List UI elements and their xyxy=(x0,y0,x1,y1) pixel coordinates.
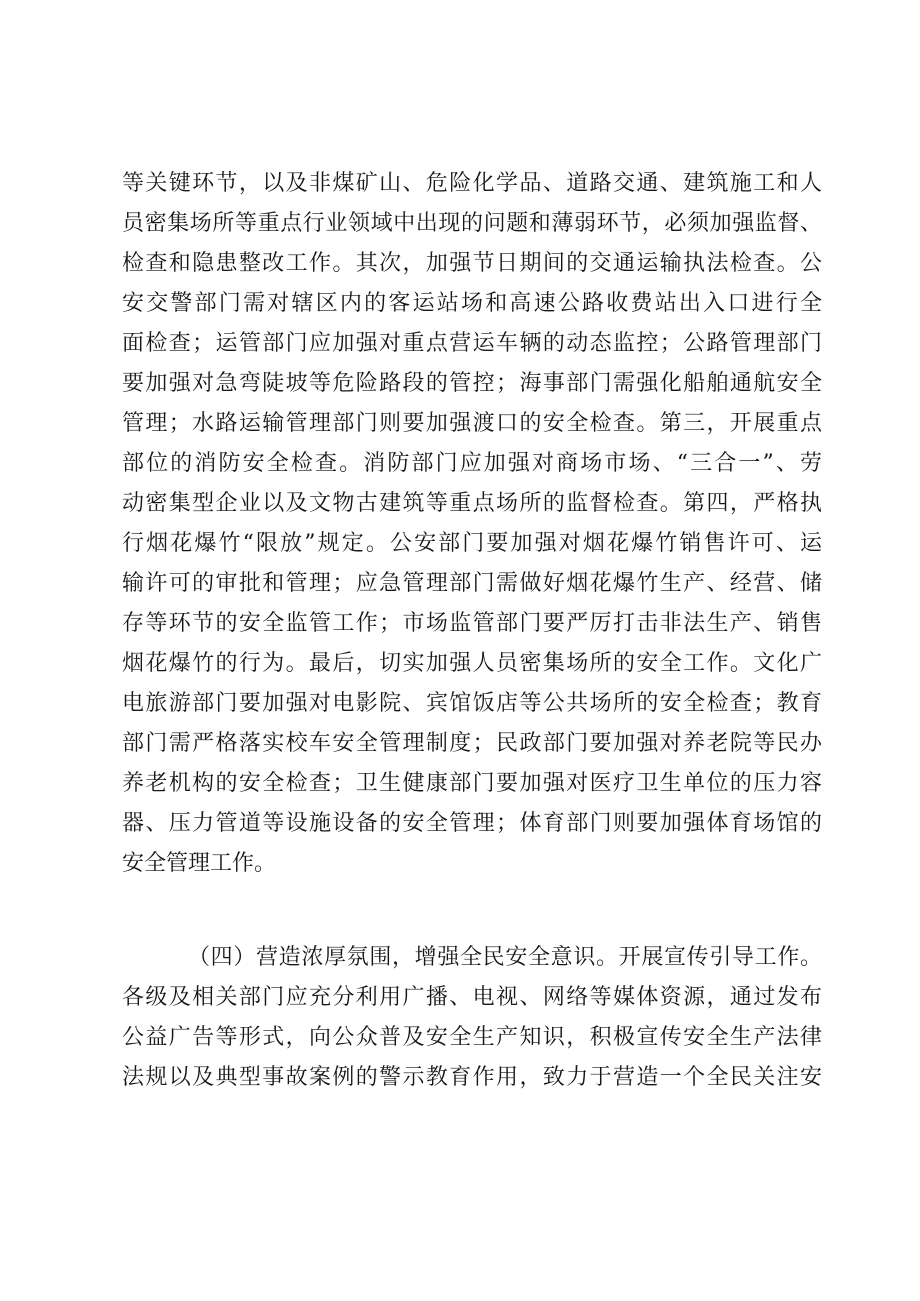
text-line: 安全管理工作。 xyxy=(122,851,277,876)
text-line: 各级及相关部门应充分利用广播、电视、网络等媒体资源，通过发布 xyxy=(122,985,822,1010)
section-heading-line: （四）营造浓厚氛围，增强全民安全意识。开展宣传引导工作。 xyxy=(188,945,822,970)
text-line: 法规以及典型事故案例的警示教育作用，致力于营造一个全民关注安 xyxy=(122,1065,822,1090)
text-line: 器、压力管道等设施设备的安全管理；体育部门则要加强体育场馆的 xyxy=(122,811,822,836)
text-line: 烟花爆竹的行为。最后，切实加强人员密集场所的安全工作。文化广 xyxy=(122,651,822,676)
text-line: 输许可的审批和管理；应急管理部门需做好烟花爆竹生产、经营、储 xyxy=(122,571,822,596)
text-line: 部门需严格落实校车安全管理制度；民政部门要加强对养老院等民办 xyxy=(122,731,822,756)
text-line: 存等环节的安全监管工作；市场监管部门要严厉打击非法生产、销售 xyxy=(122,611,822,636)
text-line: 部位的消防安全检查。消防部门应加强对商场市场、“三合一”、劳 xyxy=(122,451,822,476)
paragraph-section-four xyxy=(122,938,822,1098)
text-line: 员密集场所等重点行业领域中出现的问题和薄弱环节，必须加强监督、 xyxy=(122,211,822,236)
text-line: 面检查；运管部门应加强对重点营运车辆的动态监控；公路管理部门 xyxy=(122,331,822,356)
text-line: 公益广告等形式，向公众普及安全生产知识，积极宣传安全生产法律 xyxy=(122,1025,822,1050)
text-line: 安交警部门需对辖区内的客运站场和高速公路收费站出入口进行全 xyxy=(122,291,822,316)
text-line: 养老机构的安全检查；卫生健康部门要加强对医疗卫生单位的压力容 xyxy=(122,771,822,796)
text-line: 管理；水路运输管理部门则要加强渡口的安全检查。第三，开展重点 xyxy=(122,411,822,436)
text-line: 要加强对急弯陡坡等危险路段的管控；海事部门需强化船舶通航安全 xyxy=(122,371,822,396)
text-line: 检查和隐患整改工作。其次，加强节日期间的交通运输执法检查。公 xyxy=(122,251,822,276)
paragraph-inspection-measures xyxy=(122,164,822,884)
text-line: 动密集型企业以及文物古建筑等重点场所的监督检查。第四，严格执 xyxy=(122,491,822,516)
text-line: 行烟花爆竹“限放”规定。公安部门要加强对烟花爆竹销售许可、运 xyxy=(122,531,822,556)
text-line: 等关键环节，以及非煤矿山、危险化学品、道路交通、建筑施工和人 xyxy=(122,171,822,196)
text-line: 电旅游部门要加强对电影院、宾馆饭店等公共场所的安全检查；教育 xyxy=(122,691,822,716)
